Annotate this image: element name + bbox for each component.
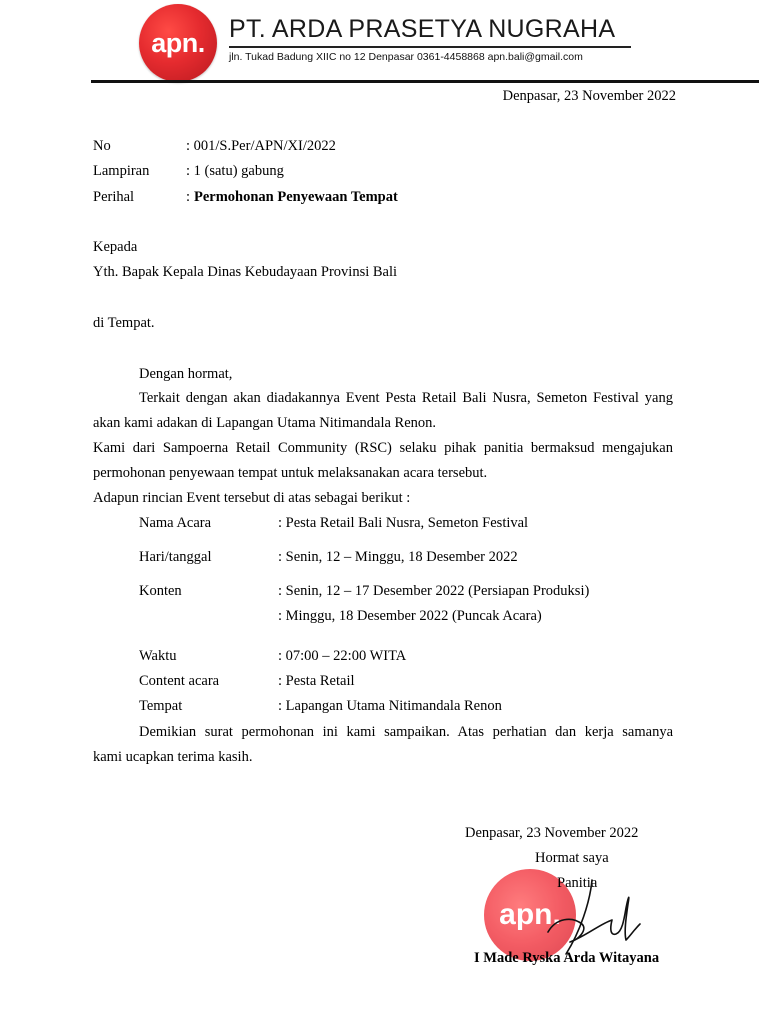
hormat-saya: Hormat saya — [535, 850, 609, 866]
closing-line-1: Demikian surat permohonan ini kami sampaikan. Atas perhatian dan kerja samanya — [139, 724, 673, 740]
recipient-name: Yth. Bapak Kepala Dinas Kebudayaan Provinsi Bali — [93, 264, 398, 280]
konten-value-1: : Senin, 12 – 17 Desember 2022 (Persiapan Produksi) — [278, 583, 590, 599]
signature-date: Denpasar, 23 November 2022 — [465, 825, 639, 841]
nama-acara-value: : Pesta Retail Bali Nusra, Semeton Festival — [278, 515, 529, 531]
paragraph-3: Adapun rincian Event tersebut di atas sebagai berikut : — [93, 490, 411, 506]
handwritten-signature — [530, 862, 650, 962]
header-divider — [91, 80, 759, 83]
signatory-name: I Made Ryska Arda Witayana — [474, 950, 660, 966]
paragraph-2-line-1: Kami dari Sampoerna Retail Community (RSC) selaku pihak panitia bermaksud mengajukan — [93, 440, 673, 456]
di-tempat: di Tempat. — [93, 315, 155, 331]
no-label: No — [93, 138, 111, 154]
paragraph-1-line-1: Terkait dengan akan diadakannya Event Pesta Retail Bali Nusra, Semeton Festival yang — [139, 390, 673, 406]
logo-text: apn. — [151, 27, 205, 58]
tempat-label: Tempat — [139, 698, 183, 714]
kepada-label: Kepada — [93, 239, 138, 255]
waktu-label: Waktu — [139, 648, 177, 664]
content-acara-label: Content acara — [139, 673, 220, 689]
company-address: jln. Tukad Badung XIIC no 12 Denpasar 0361-4458868 apn.bali@gmail.com — [229, 51, 583, 63]
perihal-colon: : — [186, 189, 191, 205]
hari-tanggal-label: Hari/tanggal — [139, 549, 212, 565]
paragraph-1-line-2: akan kami adakan di Lapangan Utama Nitimandala Renon. — [93, 415, 437, 431]
company-logo — [139, 4, 217, 82]
paragraph-2-line-2: permohonan penyewaan tempat untuk melaksanakan acara tersebut. — [93, 465, 488, 481]
konten-label: Konten — [139, 583, 182, 599]
tempat-value: : Lapangan Utama Nitimandala Renon — [278, 698, 502, 714]
letterhead-underline — [229, 46, 631, 48]
panitia-label: Panitia — [557, 875, 598, 891]
waktu-value: : 07:00 – 22:00 WITA — [278, 648, 407, 664]
letter-date: Denpasar, 23 November 2022 — [502, 88, 676, 104]
stamp-text: apn. — [499, 898, 561, 931]
perihal-label: Perihal — [93, 189, 135, 205]
lampiran-label: Lampiran — [93, 163, 150, 179]
nama-acara-label: Nama Acara — [139, 515, 212, 531]
no-value: : 001/S.Per/APN/XI/2022 — [186, 138, 336, 154]
company-name: PT. ARDA PRASETYA NUGRAHA — [229, 15, 616, 43]
salutation: Dengan hormat, — [139, 366, 233, 382]
perihal-value: Permohonan Penyewaan Tempat — [194, 189, 398, 205]
lampiran-value: : 1 (satu) gabung — [186, 163, 284, 179]
closing-line-2: kami ucapkan terima kasih. — [93, 749, 253, 765]
content-acara-value: : Pesta Retail — [278, 673, 355, 689]
hari-tanggal-value: : Senin, 12 – Minggu, 18 Desember 2022 — [278, 549, 518, 565]
konten-value-2: : Minggu, 18 Desember 2022 (Puncak Acara) — [278, 608, 542, 624]
